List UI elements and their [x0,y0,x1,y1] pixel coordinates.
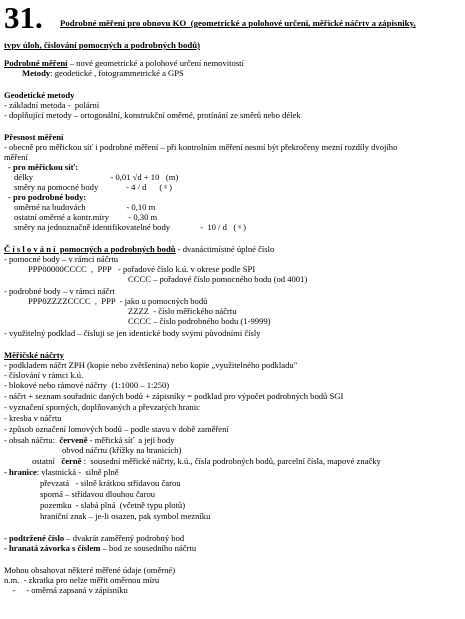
line-rest: - měřická síť a její body [87,435,175,445]
text-line [14,222,246,232]
text-line [4,244,274,254]
line-rest: : sousední měřické náčrty, k.ú., čísla podrobných bodů, parcelní čísla, mapové značky [81,456,381,466]
text-line [40,511,210,521]
line-text: směry na pomocné body - 4 / d ( ᵍ ) [14,182,172,192]
text-line [4,467,119,477]
line-text: - blokové nebo rámové náčrty (1:1000 – 1:250) [4,380,170,390]
line-text: převzatá - silně krátkou střídavou čarou [40,478,181,488]
section-number: 31. [4,0,43,35]
text-line [4,254,118,264]
text-line [4,132,63,142]
line-text: CCCC – číslo podrobného bodu (1-9999) [128,316,271,326]
text-line [4,142,397,152]
line-text: měření [4,152,28,162]
line-rest: : geodetické , fotogrammetrické a GPS [50,68,184,78]
section-title-line2: tvpv úloh, číslování pomocných a podrobných bodů) [4,40,201,50]
line-text: - podtržené číslo [4,533,65,543]
text-line [8,192,86,202]
line-text: hraniční znak – je-li osazen, pak symbol mezníku [40,511,211,521]
line-text: sporná – střídavou dlouhou čarou [40,489,156,499]
line-text: - základní metoda - polární [4,100,100,110]
line-text: - - oměrná zapsaná v zápisníku [4,585,128,595]
line-text: - vyznačení sporných, doplňovaných a převzatých hranic [4,402,200,412]
text-line [4,286,115,296]
text-line [4,575,159,585]
line-rest: – bod ze sousedního náčrtu [100,543,197,553]
line-text: - pro měřickou síť: [8,162,78,172]
text-line [4,110,301,120]
text-line [4,391,343,401]
text-line [4,585,128,595]
line-text: Mohou obsahovat některé měřené údaje (oměrné) [4,565,176,575]
line-rest: – dvakrát zaměřený podrobný bod [64,533,185,543]
line-text: - podrobné body – v rámci náčrt [4,286,115,296]
line-text: ZZZZ - číslo měřického náčrtu [128,306,237,316]
line-text: - obecně pro měřickou síť i podrobné měření – při kontrolním měření nesmí být překročeny mezní rozdíly dvojího [4,142,398,152]
line-emphasis: červeně [59,435,88,445]
text-line [4,543,196,553]
line-text: - obsah náčrtu: [4,435,60,445]
line-rest: - dvanáctimístné úplné číslo [175,244,275,254]
line-text: CCCC – pořadové číslo pomocného bodu (od 4001) [128,274,308,284]
line-text: - náčrt + seznam souřadnic daných bodů + zápisníky = podklad pro výpočet podrobných bodů SGI [4,391,344,401]
text-line [40,500,185,510]
line-text: n.m. - zkratka pro nelze měřit oměrnou míru [4,575,160,585]
line-text: Měřičské náčrty [4,350,64,360]
text-line [14,212,157,222]
text-line [4,565,175,575]
line-text: PPP00000CCCC , PPP - pořadové číslo k.ú. v okrese podle SPI [28,264,256,274]
line-text: Č í s l o v á n í pomocných a podrobných bodů [4,244,176,254]
text-line [28,296,207,306]
text-line [62,445,181,455]
line-text: směry na jednoznačně identifikovatelné body - 10 / d ( ᵍ ) [14,222,246,232]
section-title-line1: Podrobné měření pro obnovu KO (geometrické a polohové určení, měřické náčrtv a zápisniky, [60,18,416,28]
line-text: ostatní [32,456,62,466]
text-line [4,90,74,100]
line-text: - kresba v náčrtu [4,413,62,423]
text-line [4,58,244,68]
text-line [128,274,307,284]
line-text: - hranice [4,467,37,477]
text-line [4,328,261,338]
line-text: délky - 0,01 √d + 10 (m) [14,172,179,182]
text-line [32,456,381,466]
line-text: PPP0ZZZZCCCC , PPP - jako u pomocných bodů [28,296,208,306]
line-text: - pro podrobné body: [8,192,87,202]
line-text: ostatní oměrné a kontr.míry - 0,30 m [14,212,158,222]
text-line [14,202,155,212]
text-line [40,489,155,499]
text-line [4,370,83,380]
text-line [4,100,99,110]
text-line [128,306,237,316]
text-line [128,316,271,326]
text-line [28,264,255,274]
text-line [4,350,64,360]
text-line [4,402,200,412]
line-text: oměrné na budovách - 0,10 m [14,202,156,212]
line-text: pozemku - slabá plná (včetně typu plotů) [40,500,186,510]
text-line [4,533,184,543]
line-text: Metody [22,68,51,78]
line-text: - číslování v rámci k.ú. [4,370,84,380]
text-line [14,172,178,182]
text-line [4,360,297,370]
text-line [8,162,78,172]
text-line [4,424,229,434]
line-text: Podrobné měření [4,58,68,68]
line-text: Geodetické metody [4,90,75,100]
text-line [4,435,175,445]
line-text: - využitelný podklad – čísluji se jen identické body svými původními čísly [4,328,261,338]
text-line [22,68,184,78]
text-line [40,478,181,488]
line-rest: – nové geometrické a polohové určení nemovitostí [67,58,244,68]
line-emphasis: černě [61,456,82,466]
text-line [4,380,169,390]
line-text: - hranatá závorka s číslem [4,543,101,553]
line-text: Přesnost měření [4,132,64,142]
text-line [14,182,172,192]
line-rest: : vlastnická - silně plně [36,467,119,477]
line-text: - doplňující metody – ortogonální, konstrukční oměrné, protínání ze směrů nebo délek [4,110,301,120]
line-text: obvod náčrtu (křížky na hranicích) [62,445,182,455]
line-text: - pomocné body – v rámci náčrtu [4,254,119,264]
line-text: - způsob označení lomových bodů – podle stavu v době zaměření [4,424,229,434]
line-text: - podkladem náčrt ZPH (kopie nebo zvětšenina) nebo kopie „využitelného podkladu" [4,360,298,370]
text-line [4,152,28,162]
text-line [4,413,62,423]
